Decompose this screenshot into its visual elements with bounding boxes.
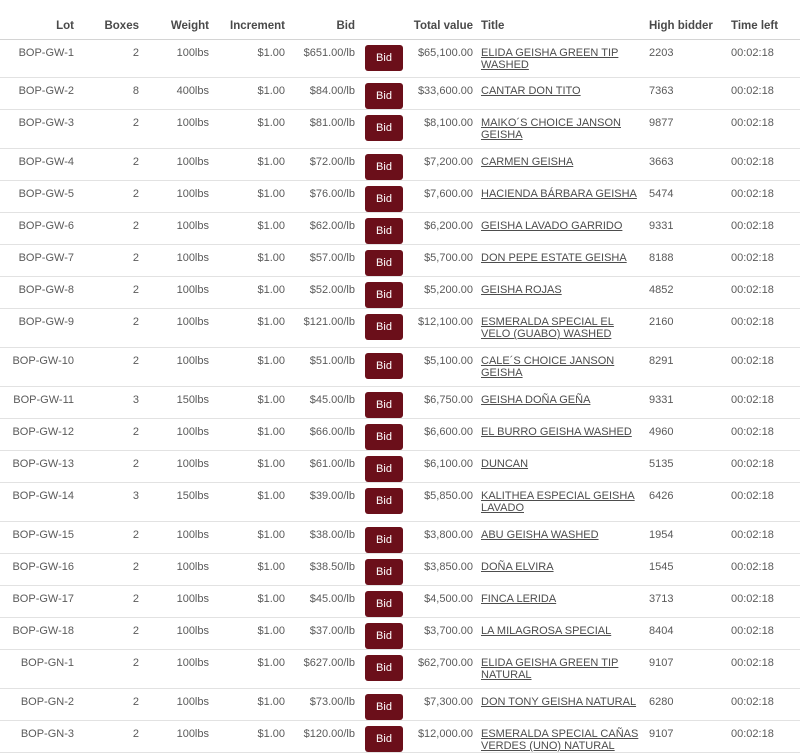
total-value-cell: $6,600.00 — [409, 419, 477, 451]
time-left-cell: 00:02:18 — [727, 40, 800, 78]
table-row — [0, 554, 800, 586]
time-left-cell: 00:02:18 — [727, 586, 800, 618]
bid-button-cell — [359, 650, 409, 689]
title-cell — [477, 213, 645, 245]
time-left-cell: 00:02:18 — [727, 522, 800, 554]
lot-cell: BOP-GW-1 — [0, 40, 78, 78]
high-bidder-cell: 4960 — [645, 419, 727, 451]
table-row — [0, 277, 800, 309]
bid-button-cell — [359, 213, 409, 245]
lot-cell: BOP-GW-14 — [0, 483, 78, 522]
lot-cell: BOP-GW-9 — [0, 309, 78, 348]
lot-title-link[interactable]: DON TONY GEISHA NATURAL — [481, 696, 637, 708]
increment-cell: $1.00 — [213, 110, 289, 149]
boxes-cell: 2 — [78, 451, 143, 483]
lot-title-link[interactable]: CARMEN GEISHA — [481, 156, 574, 168]
bid-button-cell — [359, 419, 409, 451]
time-left-cell: 00:02:18 — [727, 213, 800, 245]
increment-cell: $1.00 — [213, 309, 289, 348]
lot-title-link[interactable]: ELIDA GEISHA GREEN TIP WASHED — [481, 47, 619, 71]
col-header-lot[interactable]: Lot — [0, 0, 78, 40]
title-cell — [477, 78, 645, 110]
lot-cell: BOP-GW-16 — [0, 554, 78, 586]
bid-amount-cell: $121.00/lb — [289, 309, 359, 348]
increment-cell: $1.00 — [213, 149, 289, 181]
lot-title-link[interactable]: HACIENDA BÁRBARA GEISHA — [481, 188, 637, 200]
bid-button-cell — [359, 40, 409, 78]
table-row — [0, 213, 800, 245]
high-bidder-cell: 9877 — [645, 110, 727, 149]
bid-amount-cell: $66.00/lb — [289, 419, 359, 451]
table-row — [0, 309, 800, 348]
weight-cell: 100lbs — [143, 522, 213, 554]
time-left-cell: 00:02:18 — [727, 309, 800, 348]
increment-cell: $1.00 — [213, 689, 289, 721]
increment-cell: $1.00 — [213, 277, 289, 309]
high-bidder-cell: 5474 — [645, 181, 727, 213]
lot-title-link[interactable]: MAIKO´S CHOICE JANSON GEISHA — [481, 117, 621, 141]
lot-cell: BOP-GW-13 — [0, 451, 78, 483]
increment-cell: $1.00 — [213, 650, 289, 689]
time-left-cell: 00:02:18 — [727, 245, 800, 277]
increment-cell: $1.00 — [213, 483, 289, 522]
total-value-cell: $12,100.00 — [409, 309, 477, 348]
lot-cell: BOP-GW-15 — [0, 522, 78, 554]
high-bidder-cell: 2160 — [645, 309, 727, 348]
total-value-cell: $7,600.00 — [409, 181, 477, 213]
bid-amount-cell: $61.00/lb — [289, 451, 359, 483]
time-left-cell: 00:02:18 — [727, 419, 800, 451]
time-left-cell: 00:02:18 — [727, 181, 800, 213]
high-bidder-cell: 9107 — [645, 721, 727, 753]
title-cell — [477, 40, 645, 78]
title-cell — [477, 451, 645, 483]
col-header-high-bidder[interactable]: High bidder — [645, 0, 727, 40]
bid-button-cell — [359, 181, 409, 213]
table-row — [0, 181, 800, 213]
weight-cell: 400lbs — [143, 78, 213, 110]
high-bidder-cell: 6426 — [645, 483, 727, 522]
total-value-cell: $7,300.00 — [409, 689, 477, 721]
weight-cell: 100lbs — [143, 181, 213, 213]
bid-button[interactable]: Bid — [365, 623, 403, 649]
lot-title-link[interactable]: KALITHEA ESPECIAL GEISHA LAVADO — [481, 490, 635, 514]
lot-title-link[interactable]: ESMERALDA SPECIAL CAÑAS VERDES (UNO) NATURAL — [481, 728, 639, 752]
bid-amount-cell: $627.00/lb — [289, 650, 359, 689]
bid-amount-cell: $52.00/lb — [289, 277, 359, 309]
bid-button-cell — [359, 110, 409, 149]
increment-cell: $1.00 — [213, 554, 289, 586]
col-header-increment[interactable]: Increment — [213, 0, 289, 40]
table-row — [0, 245, 800, 277]
increment-cell: $1.00 — [213, 721, 289, 753]
weight-cell: 100lbs — [143, 40, 213, 78]
increment-cell: $1.00 — [213, 40, 289, 78]
boxes-cell: 2 — [78, 618, 143, 650]
total-value-cell: $4,500.00 — [409, 586, 477, 618]
bid-button[interactable]: Bid — [365, 154, 403, 180]
lot-cell: BOP-GW-2 — [0, 78, 78, 110]
bid-amount-cell: $57.00/lb — [289, 245, 359, 277]
lot-title-link[interactable]: DUNCAN — [481, 458, 529, 470]
bid-button[interactable]: Bid — [365, 591, 403, 617]
increment-cell: $1.00 — [213, 451, 289, 483]
time-left-cell: 00:02:18 — [727, 78, 800, 110]
table-row — [0, 387, 800, 419]
increment-cell: $1.00 — [213, 78, 289, 110]
col-header-weight[interactable]: Weight — [143, 0, 213, 40]
boxes-cell: 2 — [78, 309, 143, 348]
lot-cell: BOP-GN-3 — [0, 721, 78, 753]
bid-button[interactable]: Bid — [365, 694, 403, 720]
boxes-cell: 2 — [78, 554, 143, 586]
table-row — [0, 110, 800, 149]
table-row — [0, 451, 800, 483]
weight-cell: 100lbs — [143, 554, 213, 586]
lot-title-link[interactable]: DOÑA ELVIRA — [481, 561, 554, 573]
title-cell — [477, 419, 645, 451]
time-left-cell: 00:02:18 — [727, 689, 800, 721]
lot-cell: BOP-GW-7 — [0, 245, 78, 277]
high-bidder-cell: 7363 — [645, 78, 727, 110]
bid-amount-cell: $62.00/lb — [289, 213, 359, 245]
increment-cell: $1.00 — [213, 387, 289, 419]
boxes-cell: 2 — [78, 277, 143, 309]
high-bidder-cell: 8291 — [645, 348, 727, 387]
bid-button[interactable]: Bid — [365, 559, 403, 585]
table-row — [0, 149, 800, 181]
total-value-cell: $7,200.00 — [409, 149, 477, 181]
bid-button-cell — [359, 586, 409, 618]
boxes-cell: 2 — [78, 149, 143, 181]
total-value-cell: $62,700.00 — [409, 650, 477, 689]
time-left-cell: 00:02:18 — [727, 451, 800, 483]
increment-cell: $1.00 — [213, 522, 289, 554]
table-row — [0, 419, 800, 451]
weight-cell: 100lbs — [143, 689, 213, 721]
bid-button[interactable]: Bid — [365, 424, 403, 450]
total-value-cell: $33,600.00 — [409, 78, 477, 110]
bid-amount-cell: $73.00/lb — [289, 689, 359, 721]
high-bidder-cell: 5135 — [645, 451, 727, 483]
bid-button[interactable]: Bid — [365, 527, 403, 553]
bid-amount-cell: $37.00/lb — [289, 618, 359, 650]
bid-button-cell — [359, 348, 409, 387]
boxes-cell: 2 — [78, 213, 143, 245]
lot-cell: BOP-GW-3 — [0, 110, 78, 149]
bid-button[interactable]: Bid — [365, 115, 403, 141]
total-value-cell: $5,200.00 — [409, 277, 477, 309]
title-cell — [477, 522, 645, 554]
bid-button[interactable]: Bid — [365, 726, 403, 752]
boxes-cell: 2 — [78, 419, 143, 451]
bid-button[interactable]: Bid — [365, 186, 403, 212]
bid-button-cell — [359, 149, 409, 181]
lot-cell: BOP-GW-12 — [0, 419, 78, 451]
high-bidder-cell: 4852 — [645, 277, 727, 309]
bid-amount-cell: $651.00/lb — [289, 40, 359, 78]
boxes-cell: 3 — [78, 483, 143, 522]
weight-cell: 100lbs — [143, 348, 213, 387]
total-value-cell: $8,100.00 — [409, 110, 477, 149]
col-header-boxes[interactable]: Boxes — [78, 0, 143, 40]
total-value-cell: $5,100.00 — [409, 348, 477, 387]
time-left-cell: 00:02:18 — [727, 277, 800, 309]
bid-button[interactable]: Bid — [365, 353, 403, 379]
boxes-cell: 2 — [78, 181, 143, 213]
lot-cell: BOP-GW-5 — [0, 181, 78, 213]
increment-cell: $1.00 — [213, 419, 289, 451]
bid-button[interactable]: Bid — [365, 488, 403, 514]
total-value-cell: $3,850.00 — [409, 554, 477, 586]
bid-button[interactable]: Bid — [365, 655, 403, 681]
lot-title-link[interactable]: CALE´S CHOICE JANSON GEISHA — [481, 355, 615, 379]
bid-button[interactable]: Bid — [365, 45, 403, 71]
lot-cell: BOP-GW-8 — [0, 277, 78, 309]
lot-cell: BOP-GW-18 — [0, 618, 78, 650]
time-left-cell: 00:02:18 — [727, 721, 800, 753]
title-cell — [477, 110, 645, 149]
time-left-cell: 00:02:18 — [727, 348, 800, 387]
high-bidder-cell: 9331 — [645, 213, 727, 245]
table-row — [0, 618, 800, 650]
col-header-time-left[interactable]: Time left — [727, 0, 800, 40]
increment-cell: $1.00 — [213, 245, 289, 277]
increment-cell: $1.00 — [213, 213, 289, 245]
bid-amount-cell: $38.50/lb — [289, 554, 359, 586]
high-bidder-cell: 9331 — [645, 387, 727, 419]
lot-cell: BOP-GW-17 — [0, 586, 78, 618]
table-row — [0, 689, 800, 721]
total-value-cell: $6,750.00 — [409, 387, 477, 419]
high-bidder-cell: 1545 — [645, 554, 727, 586]
time-left-cell: 00:02:18 — [727, 618, 800, 650]
total-value-cell: $12,000.00 — [409, 721, 477, 753]
table-row — [0, 40, 800, 78]
title-cell — [477, 586, 645, 618]
lot-title-link[interactable]: ESMERALDA SPECIAL EL VELO (GUABO) WASHED — [481, 316, 614, 340]
lot-title-link[interactable]: EL BURRO GEISHA WASHED — [481, 426, 632, 438]
weight-cell: 100lbs — [143, 309, 213, 348]
total-value-cell: $5,850.00 — [409, 483, 477, 522]
boxes-cell: 2 — [78, 348, 143, 387]
title-cell — [477, 721, 645, 753]
lot-title-link[interactable]: ELIDA GEISHA GREEN TIP NATURAL — [481, 657, 619, 681]
time-left-cell: 00:02:18 — [727, 650, 800, 689]
lot-title-link[interactable]: GEISHA LAVADO GARRIDO — [481, 220, 623, 232]
weight-cell: 100lbs — [143, 419, 213, 451]
lot-cell: BOP-GN-1 — [0, 650, 78, 689]
weight-cell: 100lbs — [143, 721, 213, 753]
increment-cell: $1.00 — [213, 586, 289, 618]
bid-amount-cell: $51.00/lb — [289, 348, 359, 387]
weight-cell: 100lbs — [143, 586, 213, 618]
weight-cell: 100lbs — [143, 213, 213, 245]
bid-button[interactable]: Bid — [365, 282, 403, 308]
time-left-cell: 00:02:18 — [727, 387, 800, 419]
high-bidder-cell: 8404 — [645, 618, 727, 650]
lot-title-link[interactable]: DON PEPE ESTATE GEISHA — [481, 252, 627, 264]
total-value-cell: $3,700.00 — [409, 618, 477, 650]
bid-amount-cell: $84.00/lb — [289, 78, 359, 110]
bid-amount-cell: $39.00/lb — [289, 483, 359, 522]
weight-cell: 100lbs — [143, 277, 213, 309]
lot-cell: BOP-GW-11 — [0, 387, 78, 419]
high-bidder-cell: 3713 — [645, 586, 727, 618]
col-header-title[interactable]: Title — [477, 0, 645, 40]
time-left-cell: 00:02:18 — [727, 554, 800, 586]
boxes-cell: 2 — [78, 245, 143, 277]
bid-button-cell — [359, 245, 409, 277]
lot-cell: BOP-GN-2 — [0, 689, 78, 721]
bid-button[interactable]: Bid — [365, 392, 403, 418]
title-cell — [477, 181, 645, 213]
boxes-cell: 2 — [78, 586, 143, 618]
table-row — [0, 721, 800, 753]
boxes-cell: 2 — [78, 40, 143, 78]
lot-cell: BOP-GW-10 — [0, 348, 78, 387]
high-bidder-cell: 9107 — [645, 650, 727, 689]
bid-button-cell — [359, 387, 409, 419]
lot-title-link[interactable]: GEISHA DOÑA GEÑA — [481, 394, 591, 406]
lot-title-link[interactable]: CANTAR DON TITO — [481, 85, 581, 97]
weight-cell: 100lbs — [143, 149, 213, 181]
boxes-cell: 2 — [78, 110, 143, 149]
bid-button[interactable]: Bid — [365, 218, 403, 244]
title-cell — [477, 483, 645, 522]
bid-button-cell — [359, 451, 409, 483]
table-header — [0, 0, 800, 40]
high-bidder-cell: 2203 — [645, 40, 727, 78]
bid-amount-cell: $81.00/lb — [289, 110, 359, 149]
lot-title-link[interactable]: GEISHA ROJAS — [481, 284, 562, 296]
table-row — [0, 78, 800, 110]
lot-cell: BOP-GW-6 — [0, 213, 78, 245]
increment-cell: $1.00 — [213, 618, 289, 650]
table-row — [0, 586, 800, 618]
time-left-cell: 00:02:18 — [727, 483, 800, 522]
lot-title-link[interactable]: LA MILAGROSA SPECIAL — [481, 625, 612, 637]
weight-cell: 100lbs — [143, 245, 213, 277]
bid-amount-cell: $38.00/lb — [289, 522, 359, 554]
weight-cell: 100lbs — [143, 618, 213, 650]
weight-cell: 100lbs — [143, 110, 213, 149]
total-value-cell: $65,100.00 — [409, 40, 477, 78]
bid-button-cell — [359, 721, 409, 753]
weight-cell: 150lbs — [143, 483, 213, 522]
boxes-cell: 2 — [78, 522, 143, 554]
bid-amount-cell: $76.00/lb — [289, 181, 359, 213]
boxes-cell: 2 — [78, 721, 143, 753]
table-row — [0, 650, 800, 689]
weight-cell: 100lbs — [143, 650, 213, 689]
bid-button[interactable]: Bid — [365, 456, 403, 482]
bid-amount-cell: $45.00/lb — [289, 387, 359, 419]
col-header-total-value[interactable]: Total value — [409, 0, 477, 40]
title-cell — [477, 277, 645, 309]
col-header-bid[interactable]: Bid — [289, 0, 359, 40]
bid-button-cell — [359, 689, 409, 721]
bid-amount-cell: $72.00/lb — [289, 149, 359, 181]
bid-amount-cell: $120.00/lb — [289, 721, 359, 753]
total-value-cell: $6,100.00 — [409, 451, 477, 483]
bid-button[interactable]: Bid — [365, 250, 403, 276]
boxes-cell: 8 — [78, 78, 143, 110]
weight-cell: 100lbs — [143, 451, 213, 483]
increment-cell: $1.00 — [213, 181, 289, 213]
table-row — [0, 483, 800, 522]
title-cell — [477, 348, 645, 387]
high-bidder-cell: 8188 — [645, 245, 727, 277]
title-cell — [477, 650, 645, 689]
bid-button-cell — [359, 522, 409, 554]
boxes-cell: 3 — [78, 387, 143, 419]
title-cell — [477, 387, 645, 419]
high-bidder-cell: 1954 — [645, 522, 727, 554]
title-cell — [477, 554, 645, 586]
total-value-cell: $5,700.00 — [409, 245, 477, 277]
title-cell — [477, 689, 645, 721]
weight-cell: 150lbs — [143, 387, 213, 419]
increment-cell: $1.00 — [213, 348, 289, 387]
bid-button-cell — [359, 554, 409, 586]
boxes-cell: 2 — [78, 689, 143, 721]
bid-button-cell — [359, 277, 409, 309]
title-cell — [477, 149, 645, 181]
bid-button-cell — [359, 618, 409, 650]
lot-cell: BOP-GW-4 — [0, 149, 78, 181]
bid-amount-cell: $45.00/lb — [289, 586, 359, 618]
boxes-cell: 2 — [78, 650, 143, 689]
time-left-cell: 00:02:18 — [727, 110, 800, 149]
lot-title-link[interactable]: FINCA LERIDA — [481, 593, 557, 605]
title-cell — [477, 618, 645, 650]
col-header-bid-button — [359, 0, 409, 40]
bid-button[interactable]: Bid — [365, 314, 403, 340]
total-value-cell: $6,200.00 — [409, 213, 477, 245]
table-row — [0, 348, 800, 387]
bid-button-cell — [359, 78, 409, 110]
total-value-cell: $3,800.00 — [409, 522, 477, 554]
table-row — [0, 522, 800, 554]
title-cell — [477, 245, 645, 277]
time-left-cell: 00:02:18 — [727, 149, 800, 181]
bid-button-cell — [359, 483, 409, 522]
bid-button-cell — [359, 309, 409, 348]
lot-title-link[interactable]: ABU GEISHA WASHED — [481, 529, 599, 541]
high-bidder-cell: 3663 — [645, 149, 727, 181]
high-bidder-cell: 6280 — [645, 689, 727, 721]
title-cell — [477, 309, 645, 348]
bid-button[interactable]: Bid — [365, 83, 403, 109]
